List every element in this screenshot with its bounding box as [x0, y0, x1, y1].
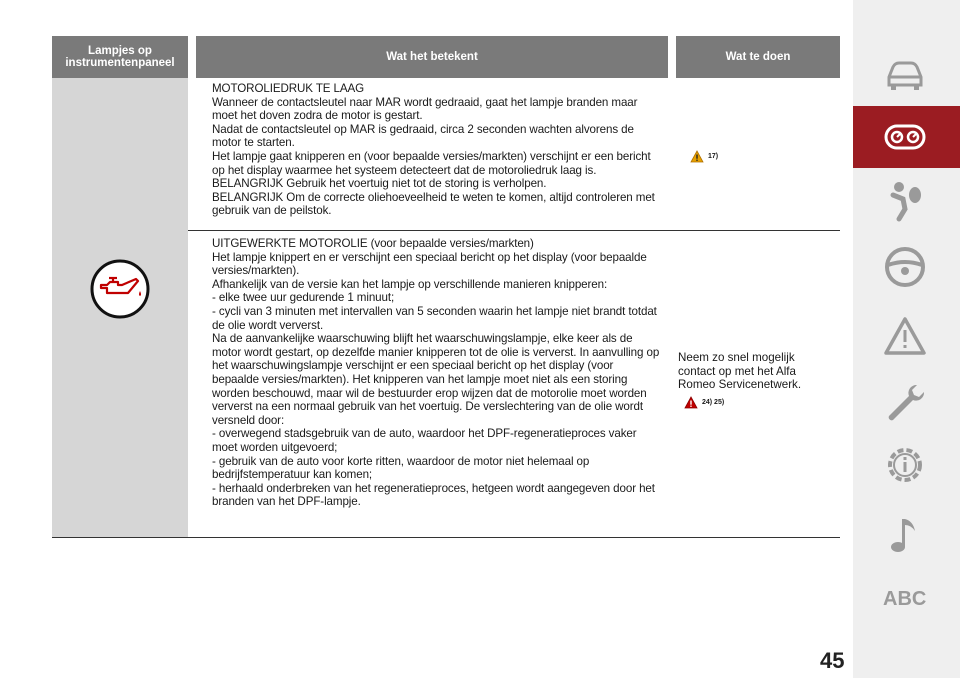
- table-header: [52, 36, 840, 78]
- meaning-cell: [188, 231, 660, 537]
- sidebar-item-multimedia[interactable]: [853, 504, 960, 566]
- dashboard-icon: [883, 115, 927, 159]
- meaning-cell: [188, 78, 660, 230]
- sidebar-item-emergency[interactable]: [853, 306, 960, 368]
- action-text: Neem zo snel mogelijk contact op met het Alfa Romeo Servicenetwerk.: [678, 351, 802, 392]
- meaning-text: MOTOROLIEDRUK TE LAAG Wanneer de contactsleutel naar MAR wordt gedraaid, gaat het lampje branden maar moet het doven zodra de motor is gestart. Nadat de contactsleutel op MAR is gedraaid, circa 2 seconden wachten alvorens de motor te starten. Het lampje gaat knipperen en (voor bepaalde versies/markten) verschijnt er een bericht op het display waarmee het systeem detecteert dat de motoroliedruk laag is. BELANGRIJK Gebruik het voertuig niet tot de storing is verholpen. BELANGRIJK Om de correcte oliehoeveelheid te weten te komen, altijd controleren met gebruik van de peilstok.: [212, 82, 655, 218]
- reference-number: 24) 25): [702, 398, 725, 406]
- reference-number: 17): [708, 153, 719, 160]
- sidebar-item-technical[interactable]: [853, 434, 960, 496]
- sidebar-item-maintenance[interactable]: [853, 372, 960, 434]
- sidebar-item-dashboard[interactable]: [853, 106, 960, 168]
- steering-wheel-icon: [883, 245, 927, 289]
- table-body: [52, 78, 840, 538]
- meaning-text: UITGEWERKTE MOTOROLIE (voor bepaalde versies/markten) Het lampje knippert en er verschijnt een speciaal bericht op het display (voor bepaalde versies/markten). Afhankelijk van de versie kan het lampje op verschillende manieren knipperen: - elke twee uur gedurende 1 minuut; - cycli van 3 minuten met intervallen van 5 seconden waarin het lampje niet brandt totdat de olie wordt ververst. Na de aanvankelijke waarschuwing blijft het waarschuwingslampje, elke keer als de motor wordt gestart, op dezelfde manier knipperen tot de olie is ververst. In aanvulling op het waarschuwingslampje verschijnt er een speciaal bericht op het display (voor bepaalde versies/markten). Het knipperen van het lampje moet niet als een storing worden beschouwd, maar wil de bestuurder erop wijzen dat de motorolie moet worden ververst na een normaal gebruik van het voertuig. De verslechtering van de olie wordt versneld door: - overwegend stadsgebruik van de auto, waardoor het DPF-regeneratieproces vaker moet worden uitgevoerd; - gebruik van de auto voor korte ritten, waardoor de motor niet helemaal op bedrijfstemperatuur kan komen; - herhaald onderbreken van het regeneratieproces, hetgeen wordt aangegeven door het branden van het DPF-lampje.: [212, 237, 660, 509]
- warning-lights-table: [52, 36, 840, 538]
- header-lamp: Lampjes op instrumentenpaneel: [52, 36, 188, 78]
- abc-label: ABC: [883, 587, 927, 610]
- header-meaning: Wat het betekent: [196, 36, 668, 78]
- page-number: 45: [820, 648, 845, 673]
- warning-triangle-icon: [684, 396, 698, 409]
- table-row: [188, 231, 840, 537]
- wrench-icon: [883, 381, 927, 425]
- action-cell: [660, 231, 840, 537]
- reference: [684, 396, 828, 410]
- header-action: Wat te doen: [676, 36, 840, 78]
- sidebar-item-safety[interactable]: [853, 170, 960, 232]
- music-icon: [883, 513, 927, 557]
- warning-triangle-icon: [690, 150, 704, 163]
- lamp-cell: [52, 78, 188, 537]
- airbag-icon: [883, 179, 927, 223]
- action-cell: [660, 78, 840, 230]
- sidebar-item-index[interactable]: [853, 568, 960, 630]
- sidebar-item-driving[interactable]: [853, 236, 960, 298]
- sidebar-item-car[interactable]: [853, 42, 960, 104]
- reference: [690, 150, 718, 164]
- chapter-sidebar: [853, 0, 960, 678]
- info-gear-icon: [883, 443, 927, 487]
- car-icon: [883, 51, 927, 95]
- table-row: [188, 78, 840, 231]
- oil-pressure-lamp-icon: [89, 258, 151, 320]
- warning-icon: [883, 315, 927, 359]
